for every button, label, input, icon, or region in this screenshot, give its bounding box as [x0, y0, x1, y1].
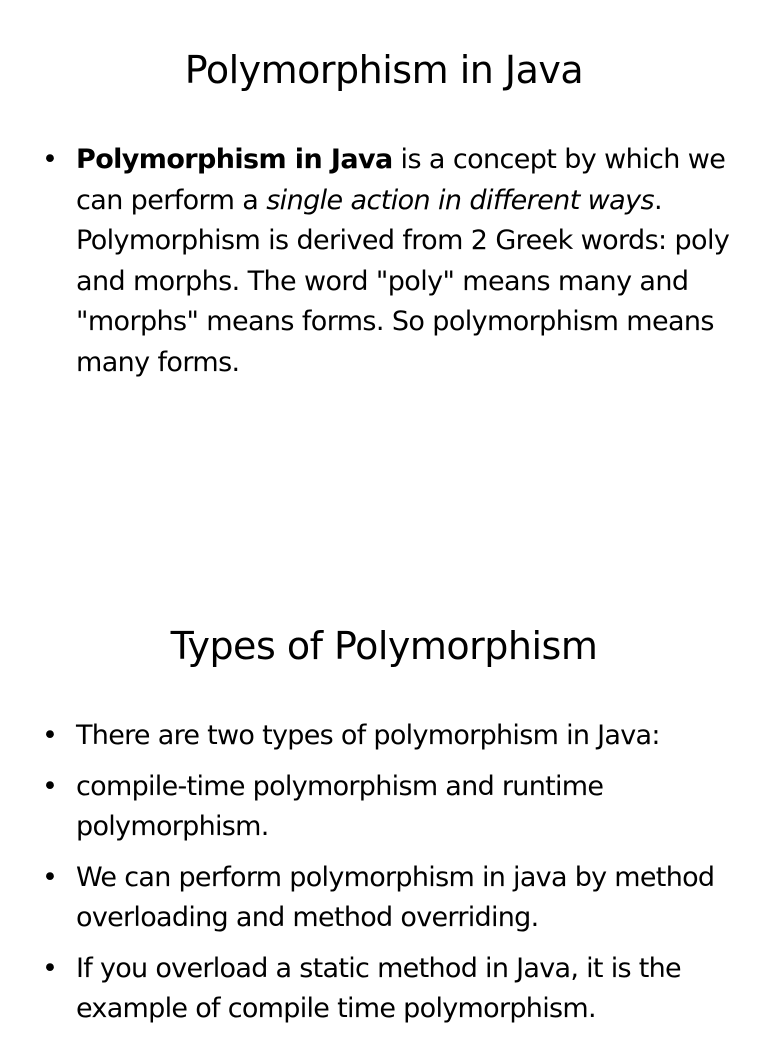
- bullet-icon: •: [42, 952, 58, 984]
- bullet-text: There are two types of polymorphism in Java:: [76, 720, 660, 751]
- bullet-icon: •: [42, 861, 58, 893]
- bullet-text: compile-time polymorphism and runtime polymorphism.: [76, 770, 604, 842]
- bullet-item: [42, 716, 732, 757]
- bullet-icon: •: [42, 144, 58, 175]
- text-segment: . Polymorphism is derived from 2 Greek words: poly and morphs. The word "poly" means many and "morphs" means forms. So polymorphism means many forms.: [76, 184, 730, 378]
- bullet-item: [42, 858, 732, 939]
- bullet-icon: •: [42, 720, 58, 751]
- slide-title: Types of Polymorphism: [170, 624, 598, 668]
- bullet-text: If you overload a static method in Java, it is the example of compile time polymorphism.: [76, 952, 681, 1024]
- bullet-icon: •: [42, 770, 58, 802]
- slide-title: Polymorphism in Java: [184, 48, 584, 92]
- bullet-list: [42, 716, 732, 1040]
- bullet-text: We can perform polymorphism in java by method overloading and method overriding.: [76, 861, 715, 933]
- bullet-item: [42, 949, 732, 1030]
- italic-phrase: single action in different ways: [266, 184, 654, 216]
- text-segment: is a concept by which we can perform a: [76, 144, 726, 216]
- bullet-list: [42, 140, 732, 391]
- slide-types-of-polymorphism: [0, 512, 768, 1024]
- bold-term: Polymorphism in Java: [76, 144, 393, 175]
- bullet-item: [42, 767, 732, 848]
- bullet-item: [42, 140, 732, 383]
- slide-polymorphism-in-java: [0, 0, 768, 512]
